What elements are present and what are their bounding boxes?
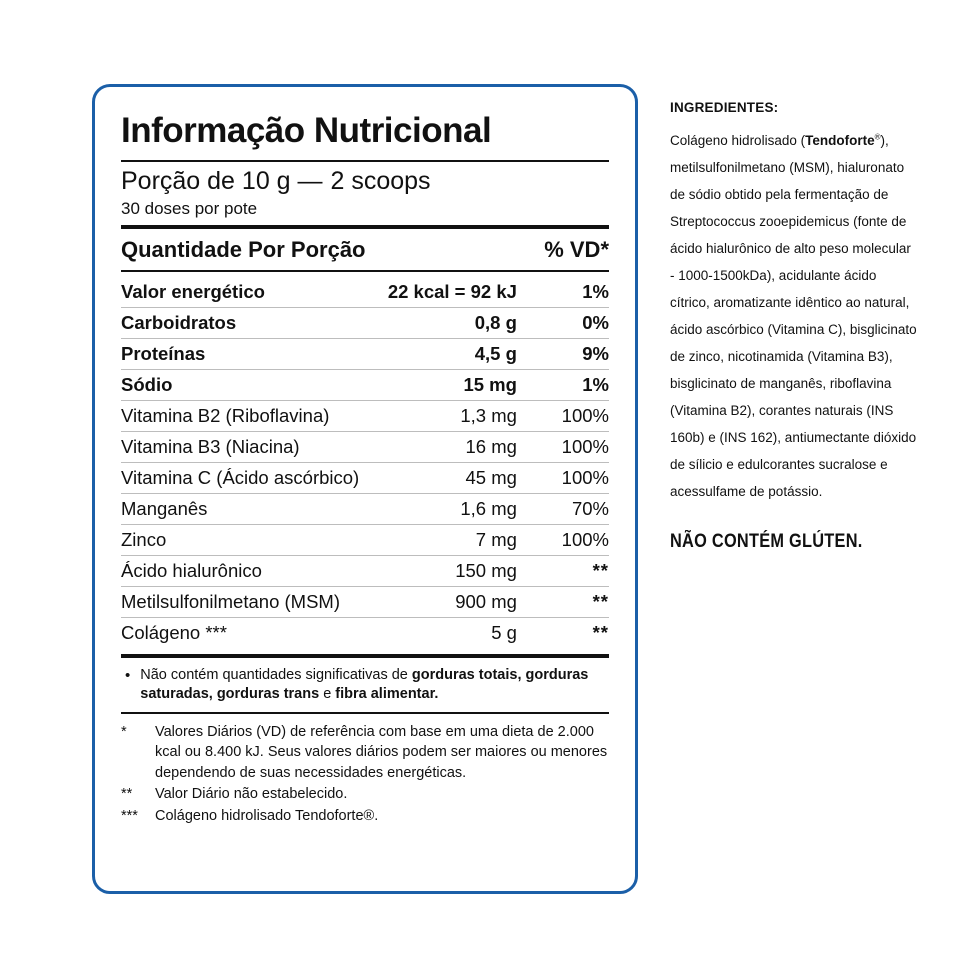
bullet-icon: • bbox=[125, 666, 131, 684]
nutrient-value: 0,8 g bbox=[388, 307, 517, 338]
note-text-bold1: gorduras totais, gorduras saturadas, gorduras trans bbox=[140, 666, 589, 703]
nutrient-value: 45 mg bbox=[388, 462, 517, 493]
nutrient-vd: 100% bbox=[517, 462, 609, 493]
nutrient-vd: 100% bbox=[517, 431, 609, 462]
nutrient-vd: 1% bbox=[517, 369, 609, 400]
nutrient-name: Sódio bbox=[121, 369, 388, 400]
nutrient-value: 16 mg bbox=[388, 431, 517, 462]
table-header-row bbox=[121, 237, 609, 263]
footnotes bbox=[121, 722, 609, 827]
table-row bbox=[121, 555, 609, 586]
nutrient-vd: 1% bbox=[517, 277, 609, 308]
nutrient-vd: ** bbox=[592, 621, 609, 643]
ingredients-section bbox=[670, 100, 918, 553]
nutrient-value: 4,5 g bbox=[388, 338, 517, 369]
nutrient-name: Vitamina B2 (Riboflavina) bbox=[121, 400, 388, 431]
footnote-mark: *** bbox=[121, 807, 138, 824]
table-row bbox=[121, 369, 609, 400]
nutrient-value: 1,3 mg bbox=[388, 400, 517, 431]
ingredients-text bbox=[670, 127, 918, 505]
divider-above-table-header bbox=[121, 225, 609, 229]
serving-size-line bbox=[121, 167, 609, 196]
nutrient-value: 5 g bbox=[491, 621, 517, 643]
footnote-row bbox=[121, 806, 609, 827]
nutrient-name: Metilsulfonilmetano (MSM) bbox=[121, 586, 388, 617]
table-row bbox=[121, 277, 609, 308]
nutrient-value: 150 mg bbox=[388, 555, 517, 586]
serving-size-scoops: 2 scoops bbox=[330, 166, 431, 195]
note-text-bold2: fibra alimentar. bbox=[335, 686, 439, 703]
nutrient-name: Carboidratos bbox=[121, 307, 388, 338]
significant-amounts-text bbox=[140, 666, 609, 705]
serving-size-amount: Porção de 10 g bbox=[121, 166, 291, 195]
nutrient-name: Proteínas bbox=[121, 338, 388, 369]
servings-per-container: 30 doses por pote bbox=[121, 198, 258, 218]
footnote-text: Valor Diário não estabelecido. bbox=[155, 786, 348, 803]
nutrient-name: Colágeno *** bbox=[121, 621, 227, 643]
nutrient-name: Valor energético bbox=[121, 277, 388, 308]
divider-below-table-header bbox=[121, 270, 609, 272]
table-row bbox=[121, 586, 609, 617]
brand-registered-mark: ® bbox=[874, 132, 881, 142]
page-title: Informação Nutricional bbox=[121, 111, 492, 150]
nutrient-name: Vitamina B3 (Niacina) bbox=[121, 431, 388, 462]
note-text-part1: Não contém quantidades significativas de bbox=[140, 666, 412, 683]
column-header-vd: % VD* bbox=[544, 236, 609, 262]
table-row bbox=[121, 307, 609, 338]
nutrient-name: Ácido hialurônico bbox=[121, 555, 388, 586]
table-row bbox=[121, 493, 609, 524]
footnote-row bbox=[121, 722, 609, 784]
ingredients-text-before-brand: Colágeno hidrolisado ( bbox=[670, 133, 806, 148]
ingredients-text-after-brand: ), metilsulfonilmetano (MSM), hialuronato de sódio obtido pela fermentação de Streptococcus zooepidemicus (fonte de ácido hialurônico de alto peso molecular - 1000-1500kDa), acidulante ácido cítrico, aromatizante idêntico ao natural, ácido ascórbico (Vitamina C), bisglicinato de zinco, nicotinamida (Vitamina B3), bisglicinato de manganês, riboflavina (Vitamina B2), corantes naturais (INS 160b) e (INS 162), antiumectante dióxido de sílicio e edulcorantes sucralose e acessulfame de potássio. bbox=[670, 133, 917, 499]
table-row bbox=[121, 524, 609, 555]
footnote-mark: ** bbox=[121, 786, 133, 803]
table-row bbox=[121, 338, 609, 369]
gluten-free-statement: NÃO CONTÉM GLÚTEN. bbox=[670, 531, 863, 552]
nutrient-vd: ** bbox=[517, 586, 609, 617]
nutrient-value: 7 mg bbox=[388, 524, 517, 555]
divider-above-footnotes bbox=[121, 712, 609, 714]
nutrition-facts-panel bbox=[92, 84, 638, 894]
nutrient-vd: 70% bbox=[517, 493, 609, 524]
nutrient-name: Zinco bbox=[121, 524, 388, 555]
table-row bbox=[121, 431, 609, 462]
note-text-part2: e bbox=[319, 686, 336, 703]
nutrient-vd: 0% bbox=[517, 307, 609, 338]
nutrient-value: 1,6 mg bbox=[388, 493, 517, 524]
nutrition-table-body bbox=[121, 277, 609, 648]
divider-under-title bbox=[121, 160, 609, 162]
nutrient-vd: 100% bbox=[517, 400, 609, 431]
nutrient-vd: 100% bbox=[517, 524, 609, 555]
ingredients-heading: INGREDIENTES: bbox=[670, 100, 779, 115]
nutrition-table bbox=[121, 277, 609, 648]
brand-name: Tendoforte bbox=[805, 133, 875, 148]
nutrient-name: Vitamina C (Ácido ascórbico) bbox=[121, 462, 388, 493]
footnote-text: Colágeno hidrolisado Tendoforte®. bbox=[155, 807, 379, 824]
table-row bbox=[121, 617, 609, 648]
nutrient-value: 15 mg bbox=[388, 369, 517, 400]
significant-amounts-note bbox=[125, 666, 609, 705]
column-header-quantity: Quantidade Por Porção bbox=[121, 236, 366, 262]
nutrient-vd: 9% bbox=[517, 338, 609, 369]
footnote-row bbox=[121, 784, 609, 805]
footnote-mark: * bbox=[121, 723, 127, 740]
nutrient-value: 900 mg bbox=[388, 586, 517, 617]
serving-size-dash: — bbox=[297, 166, 324, 195]
nutrient-value: 22 kcal = 92 kJ bbox=[388, 277, 517, 308]
table-row bbox=[121, 462, 609, 493]
table-row bbox=[121, 400, 609, 431]
divider-below-table bbox=[121, 654, 609, 658]
nutrient-name: Manganês bbox=[121, 493, 388, 524]
footnote-text: Valores Diários (VD) de referência com base em uma dieta de 2.000 kcal ou 8.400 kJ. Seus valores diários podem ser maiores ou menores dependendo de suas necessidades energéticas. bbox=[155, 723, 608, 781]
nutrient-vd: ** bbox=[517, 555, 609, 586]
